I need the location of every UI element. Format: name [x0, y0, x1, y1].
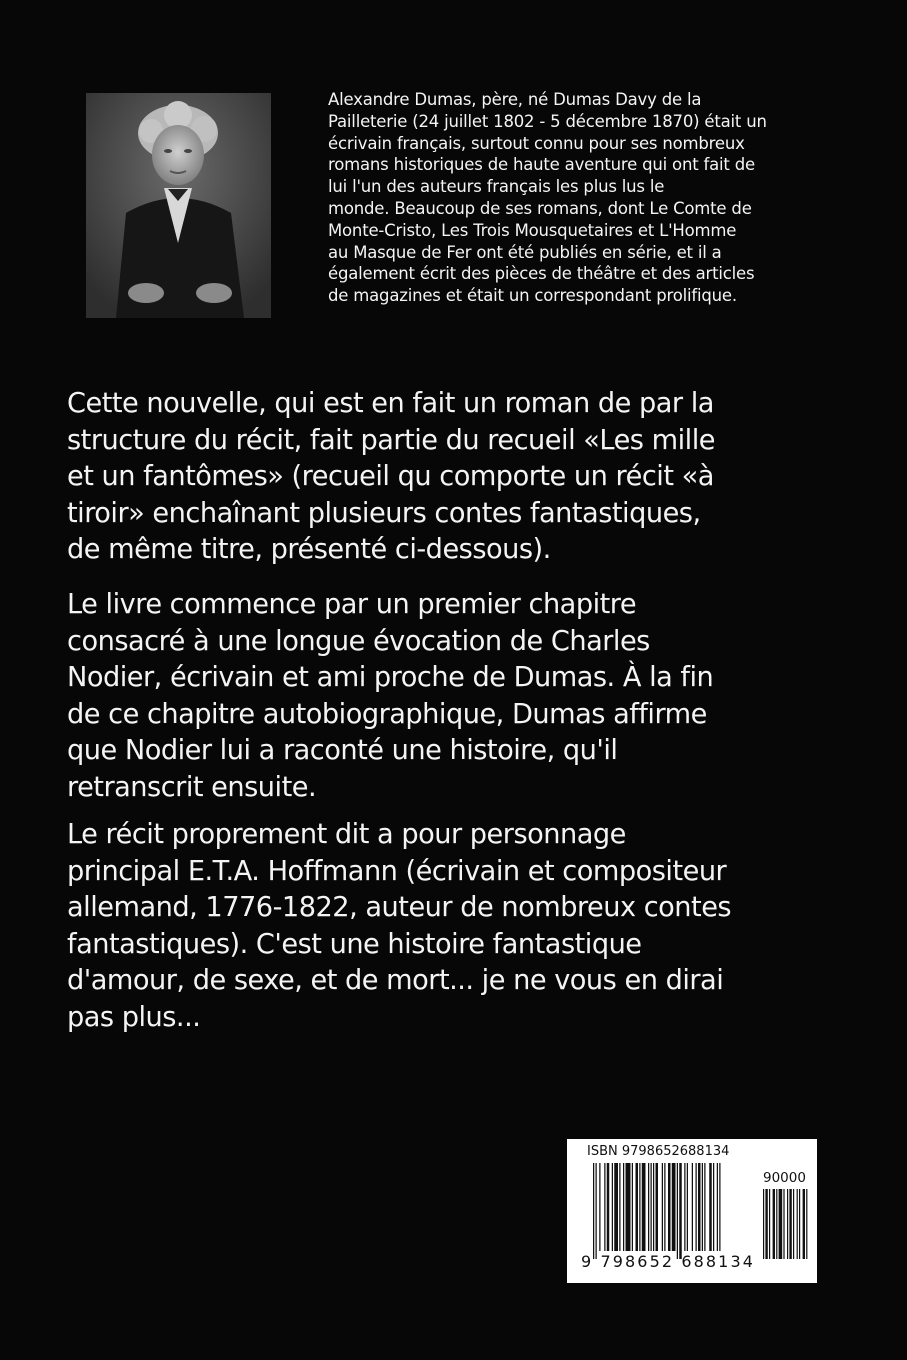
barcode-bar: [709, 1163, 712, 1251]
addon-bar: [773, 1189, 775, 1259]
barcode-bar: [677, 1163, 678, 1259]
bio-line: de magazines et était un correspondant prolifique.: [328, 286, 737, 306]
description-paragraph-1: [67, 386, 867, 569]
barcode-bar: [593, 1163, 594, 1259]
paragraph-line: pas plus...: [67, 1001, 201, 1033]
bio-line: au Masque de Fer ont été publiés en série, et il a: [328, 242, 722, 262]
addon-bar: [797, 1189, 798, 1259]
paragraph-line: tiroir» enchaînant plusieurs contes fantastiques,: [67, 497, 701, 529]
addon-bar: [776, 1189, 777, 1259]
addon-bar: [779, 1189, 783, 1259]
paragraph-line: que Nodier lui a raconté une histoire, qu'il: [67, 735, 618, 766]
barcode-bar: [642, 1163, 646, 1251]
bio-line: lui l'un des auteurs français les plus lus le: [328, 177, 665, 197]
paragraph-line: et un fantômes» (recueil qu comporte un récit «à: [67, 461, 714, 492]
barcode-bar: [668, 1163, 671, 1251]
paragraph-line: de ce chapitre autobiographique, Dumas affirme: [67, 698, 707, 730]
barcode-bar: [636, 1163, 639, 1251]
bio-line: Monte-Cristo, Les Trois Mousquetaires et L'Homme: [328, 220, 737, 240]
bio-line: Alexandre Dumas, père, né Dumas Davy de la: [328, 90, 702, 109]
paragraph-line: Le récit proprement dit a pour personnage: [67, 819, 626, 850]
barcode-bar: [719, 1163, 720, 1251]
barcode-bar: [653, 1163, 654, 1251]
paragraph-line: consacré à une longue évocation de Charles: [67, 625, 650, 657]
barcode-bar: [702, 1163, 703, 1251]
barcode-bar: [696, 1163, 697, 1251]
bio-line: écrivain français, surtout connu pour ses nombreux: [328, 133, 745, 153]
addon-bar: [789, 1189, 791, 1259]
bio-line: Pailleterie (24 juillet 1802 - 5 décembre 1870) était un: [328, 111, 767, 131]
barcode-bar: [698, 1163, 701, 1251]
isbn-barcode: [567, 1139, 817, 1283]
paragraph-line: structure du récit, fait partie du recueil «Les mille: [67, 424, 715, 456]
barcode-bar: [623, 1163, 624, 1251]
barcode-bar: [614, 1163, 618, 1251]
barcode-bar: [619, 1163, 620, 1251]
barcode-bar: [599, 1163, 600, 1251]
barcode-bar: [639, 1163, 640, 1251]
paragraph-line: retranscrit ensuite.: [67, 771, 317, 803]
paragraph-line: Nodier, écrivain et ami proche de Dumas. À la fin: [67, 662, 714, 693]
barcode-bar: [648, 1163, 649, 1251]
paragraph-line: fantastiques). C'est une histoire fantastique: [67, 928, 642, 960]
barcode-bar: [626, 1163, 631, 1251]
barcode-bar: [604, 1163, 605, 1251]
barcode-bar: [713, 1163, 714, 1251]
barcode-bar: [612, 1163, 613, 1251]
barcode-bar: [632, 1163, 633, 1251]
addon-bar: [787, 1189, 788, 1259]
price-code: 90000: [763, 1170, 806, 1186]
bio-line: également écrit des pièces de théâtre et des articles: [328, 264, 755, 284]
barcode-bar: [596, 1163, 597, 1259]
barcode-bar: [656, 1163, 659, 1251]
paragraph-line: de même titre, présenté ci-dessous).: [67, 534, 551, 565]
paragraph-line: allemand, 1776-1822, auteur de nombreux contes: [67, 892, 732, 923]
isbn-number: 9 798652 688134: [581, 1252, 756, 1271]
barcode-bar: [687, 1163, 688, 1251]
barcode-bar: [704, 1163, 705, 1251]
paragraph-line: d'amour, de sexe, et de mort... je ne vous en dirai: [67, 965, 724, 996]
bio-line: monde. Beaucoup de ses romans, dont Le Comte de: [328, 198, 752, 218]
addon-bar: [803, 1189, 805, 1259]
addon-bar: [783, 1189, 784, 1259]
description-paragraph-3: [67, 817, 867, 1036]
paragraph-line: Le livre commence par un premier chapitre: [67, 589, 637, 620]
barcode-bar: [664, 1163, 665, 1251]
barcode-bar: [607, 1163, 610, 1251]
author-bio: [328, 89, 888, 307]
barcode-bar: [672, 1163, 676, 1251]
author-portrait: [86, 93, 271, 318]
bio-line: romans historiques de haute aventure qui ont fait de: [328, 155, 755, 175]
addon-bar: [793, 1189, 794, 1259]
paragraph-line: Cette nouvelle, qui est en fait un roman de par la: [67, 388, 714, 419]
barcode-bar: [679, 1163, 682, 1259]
description-paragraph-2: [67, 587, 867, 806]
addon-bar: [799, 1189, 800, 1259]
paragraph-line: principal E.T.A. Hoffmann (écrivain et compositeur: [67, 855, 727, 887]
barcode-bar: [651, 1163, 652, 1251]
addon-bar: [763, 1189, 764, 1259]
addon-bar: [765, 1189, 767, 1259]
barcode-bar: [662, 1163, 663, 1251]
barcode-bar: [717, 1163, 718, 1251]
barcode-bar: [684, 1163, 685, 1251]
addon-bar: [806, 1189, 807, 1259]
addon-bar: [769, 1189, 770, 1259]
isbn-label: ISBN 9798652688134: [587, 1144, 730, 1159]
barcode-bar: [692, 1163, 693, 1251]
